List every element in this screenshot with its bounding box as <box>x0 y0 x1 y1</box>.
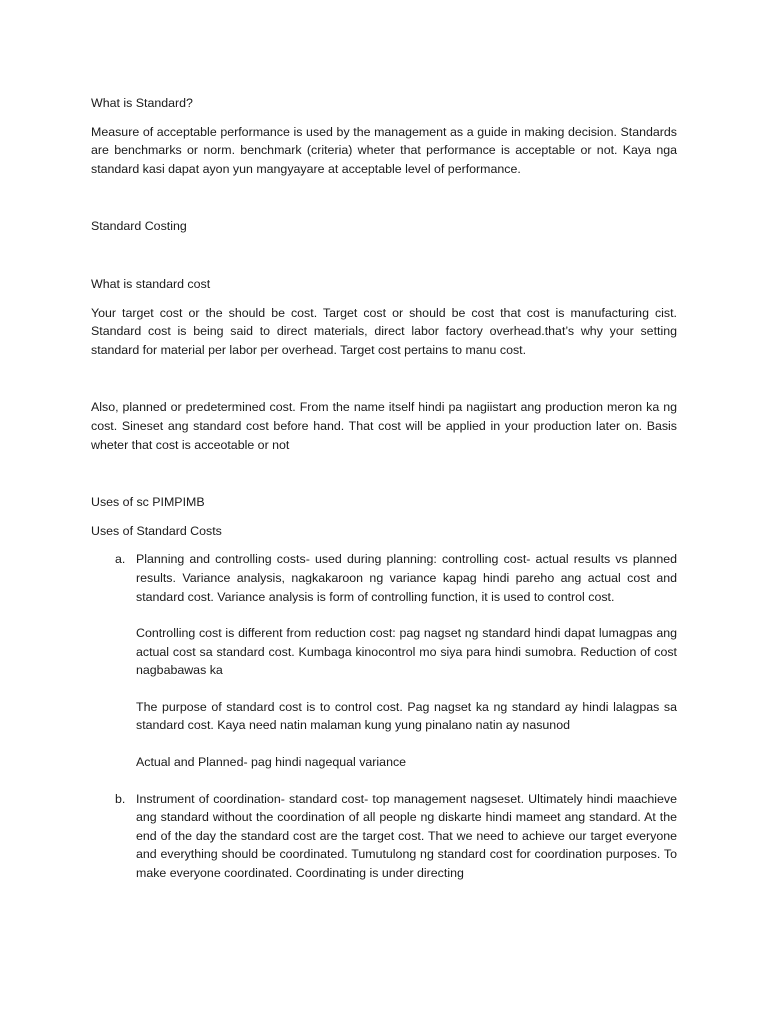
heading-standard-costing: Standard Costing <box>91 219 187 234</box>
item-a-paragraph-3: The purpose of standard cost is to control cost. Pag nagset ka ng standard ay hindi lalagpas sa standard cost. Kaya need natin malaman kung yung pinalano natin ay nasunod <box>136 699 677 733</box>
list-item-b <box>91 790 677 883</box>
item-a-paragraph-1: Planning and controlling costs- used during planning: controlling cost- actual results vs planned results. Variance analysis, nagkakaroon ng variance kapag hindi pareho ang actual cost and standard cost. Variance analysis is form of controlling function, it is used to control cost. <box>136 552 677 604</box>
list-marker-a: a. <box>115 552 126 567</box>
document-page <box>91 94 677 883</box>
item-a-paragraph-2: Controlling cost is different from reduction cost: pag nagset ng standard hindi dapat lumagpas ang actual cost sa standard cost. Kumbaga kinocontrol mo siya para hindi sumobra. Reduction of cost nagbabawas ka <box>136 626 677 678</box>
list-item-a <box>91 550 677 771</box>
item-a-paragraph-4: Actual and Planned- pag hindi nagequal variance <box>136 755 407 770</box>
item-b-paragraph-1: Instrument of coordination- standard cost- top management nagseset. Ultimately hindi maachieve ang standard without the coordination of all people ng diskarte hindi mameet ang standard. At the end of the day the standard cost are the target cost. That we need to achieve our target everyone and everything should be coordinated. Tumutulong ng standard cost for coordination purposes. To make everyone coordinated. Coordinating is under directing <box>136 791 677 881</box>
heading-uses-short: Uses of sc PIMPIMB <box>91 495 205 510</box>
paragraph-planned-cost: Also, planned or predetermined cost. From the name itself hindi pa nagiistart ang production meron ka ng cost. Sineset ang standard cost before hand. That cost will be applied in your production later on. Basis wheter that cost is acceotable or not <box>91 400 677 452</box>
list-marker-b: b. <box>115 791 126 806</box>
paragraph-what-is-standard: Measure of acceptable performance is used by the management as a guide in making decision. Standards are benchmarks or norm. benchmark (criteria) wheter that performance is acceptable or not. Kaya nga standard kasi dapat ayon yun mangyayare at acceptable level of performance. <box>91 124 677 176</box>
paragraph-standard-cost-definition: Your target cost or the should be cost. Target cost or should be cost that cost is manufacturing cist. Standard cost is being said to direct materials, direct labor factory overhead.that’s why your setting standard for material per labor per overhead. Target cost pertains to manu cost. <box>91 305 677 357</box>
heading-what-is-standard-cost: What is standard cost <box>91 276 211 291</box>
heading-what-is-standard: What is Standard? <box>91 96 193 110</box>
heading-uses-of-standard-costs: Uses of Standard Costs <box>91 523 222 538</box>
